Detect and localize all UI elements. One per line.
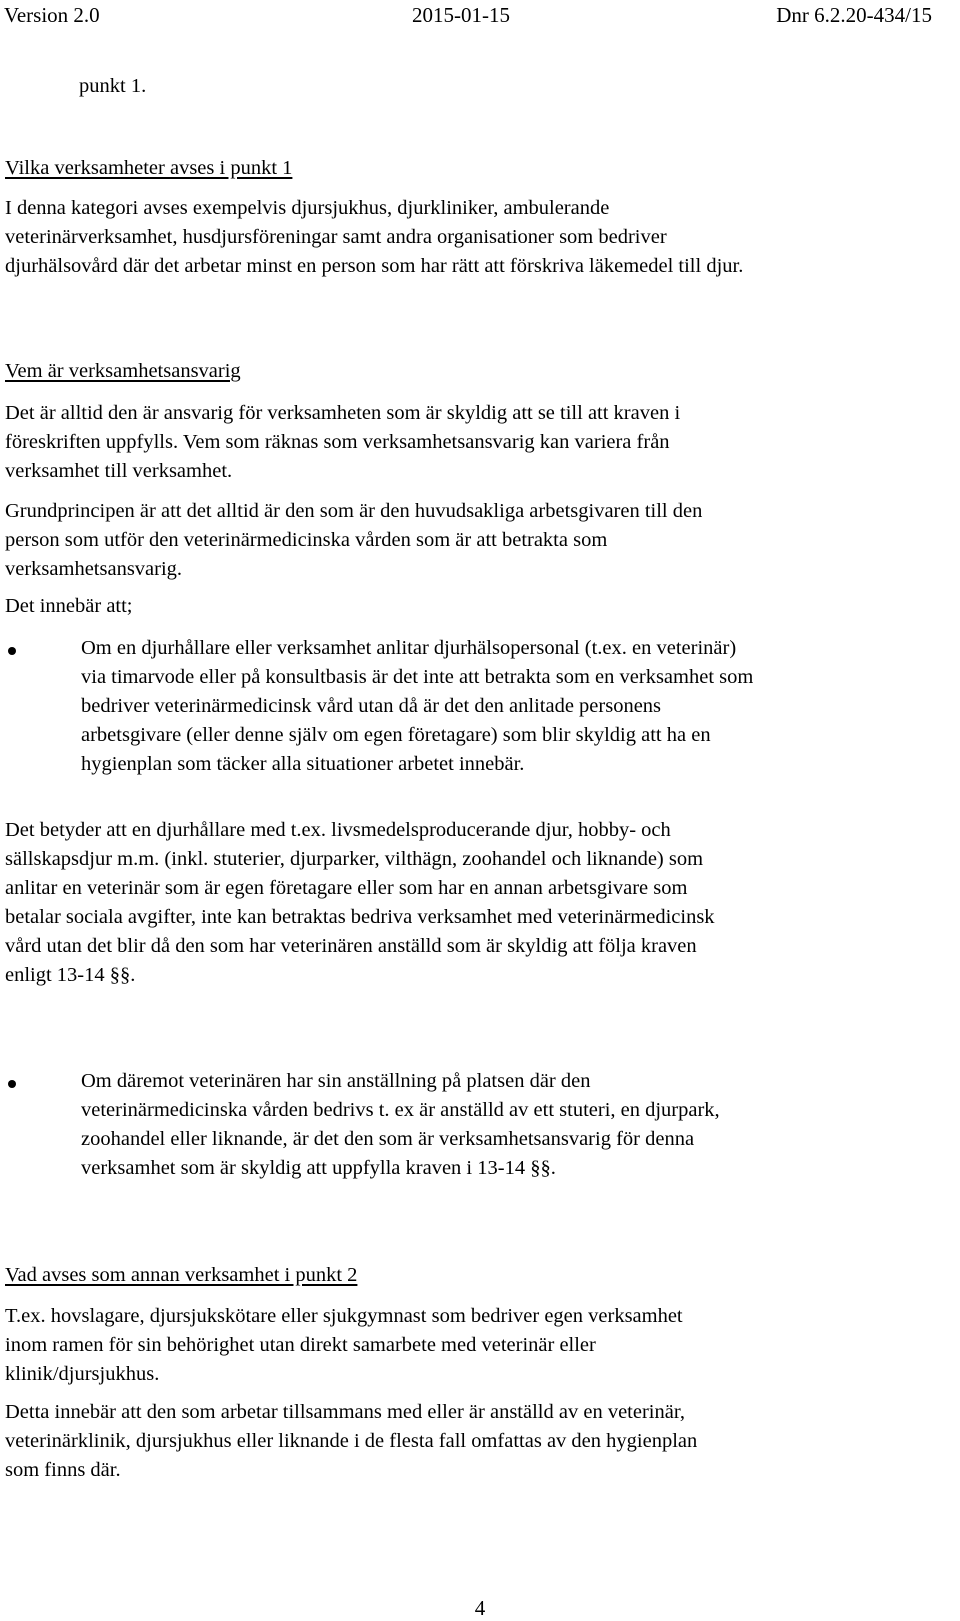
bullet-item-1-text: Om en djurhållare eller verksamhet anlitar djurhälsopersonal (t.ex. en veterinär) via timarvode eller på konsultbasis är det inte att betrakta som en verksamhet som bedriver veterinärmedicinsk vård utan då är det den anlitade personens arbetsgivare (eller denne själv om egen företagare) som blir skyldig att ha en hygienplan som täcker alla situationer arbetet innebär. bbox=[81, 637, 754, 775]
bullet-icon bbox=[8, 1080, 16, 1088]
section3-paragraph-2: Detta innebär att den som arbetar tillsammans med eller är anställd av en veterinär, veterinärklinik, djursjukhus eller liknande i de flesta fall omfattas av den hygienplan som finns där. bbox=[5, 1401, 698, 1481]
header-date: 2015-01-15 bbox=[412, 3, 510, 27]
section1-paragraph: I denna kategori avses exempelvis djursjukhus, djurkliniker, ambulerande veterinärverksamhet, husdjursföreningar samt andra organisationer som bedriver djurhälsovård där det arbetar minst en person som har rätt att förskriva läkemedel till djur. bbox=[5, 197, 744, 277]
page-number: 4 bbox=[474, 1596, 486, 1620]
section2-paragraph-3: Det innebär att; bbox=[5, 595, 133, 617]
header-version: Version 2.0 bbox=[4, 3, 100, 27]
bullet-item-2 bbox=[8, 1067, 938, 1183]
section2-paragraph-2: Grundprincipen är att det alltid är den som är den huvudsakliga arbetsgivaren till den person som utför den veterinärmedicinska vården som är att betrakta som verksamhetsansvarig. bbox=[5, 500, 703, 580]
bullet-item-1 bbox=[8, 634, 938, 779]
section2-paragraph-1: Det är alltid den är ansvarig för verksamheten som är skyldig att se till att kraven i föreskriften uppfylls. Vem som räknas som verksamhetsansvarig kan variera från verksamhet till verksamhet. bbox=[5, 402, 681, 482]
header-dnr: Dnr 6.2.20-434/15 bbox=[776, 3, 932, 27]
bullet-icon bbox=[8, 647, 16, 655]
section2-paragraph-4: Det betyder att en djurhållare med t.ex. livsmedelsproducerande djur, hobby- och sällskapsdjur m.m. (inkl. stuterier, djurparker, vilthägn, zoohandel och liknande) som anlitar en veterinär som är egen företagare eller som har en annan arbetsgivare som betalar sociala avgifter, inte kan betraktas bedriva verksamhet med veterinärmedicinsk vård utan det blir då den som har veterinären anställd som är skyldig att följa kraven enligt 13-14 §§. bbox=[5, 819, 715, 986]
section1-heading: Vilka verksamheter avses i punkt 1 bbox=[5, 157, 293, 179]
section3-paragraph-1: T.ex. hovslagare, djursjukskötare eller sjukgymnast som bedriver egen verksamhet inom ramen för sin behörighet utan direkt samarbete med veterinär eller klinik/djursjukhus. bbox=[5, 1305, 683, 1385]
bullet-item-2-text: Om däremot veterinären har sin anställning på platsen där den veterinärmedicinska vården bedrivs t. ex är anställd av ett stuteri, en djurpark, zoohandel eller liknande, är det den som är verksamhetsansvarig för denna verksamhet som är skyldig att uppfylla kraven i 13-14 §§. bbox=[81, 1070, 720, 1179]
intro-line: punkt 1. bbox=[79, 75, 147, 97]
section2-heading: Vem är verksamhetsansvarig bbox=[5, 360, 241, 382]
section3-heading: Vad avses som annan verksamhet i punkt 2 bbox=[5, 1264, 358, 1286]
